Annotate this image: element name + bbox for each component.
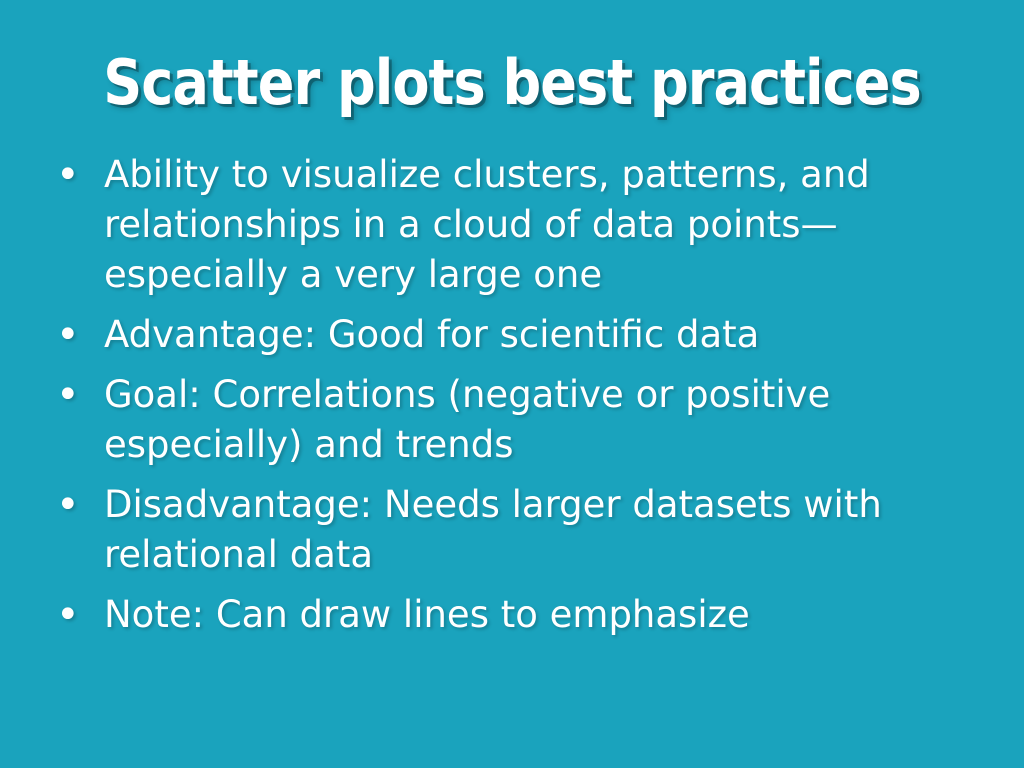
list-item	[42, 590, 982, 640]
list-item	[42, 150, 982, 300]
list-item	[42, 480, 982, 580]
bullet-list	[42, 150, 982, 650]
list-item-text: Note: Can draw lines to emphasize	[104, 593, 750, 636]
list-item-text: Advantage: Good for scientific data	[104, 313, 760, 356]
bullet-marker-icon: •	[56, 312, 80, 358]
list-item	[42, 370, 982, 470]
bullet-marker-icon: •	[56, 482, 80, 528]
bullet-marker-icon: •	[56, 152, 80, 198]
list-item-text: Ability to visualize clusters, patterns, and relationships in a cloud of data points—especially a very large one	[104, 153, 870, 296]
bullet-marker-icon: •	[56, 372, 80, 418]
page-title: Scatter plots best practices	[103, 46, 921, 119]
bullet-marker-icon: •	[56, 592, 80, 638]
list-item	[42, 310, 982, 360]
list-item-text: Disadvantage: Needs larger datasets with relational data	[104, 483, 882, 576]
list-item-text: Goal: Correlations (negative or positive especially) and trends	[104, 373, 831, 466]
